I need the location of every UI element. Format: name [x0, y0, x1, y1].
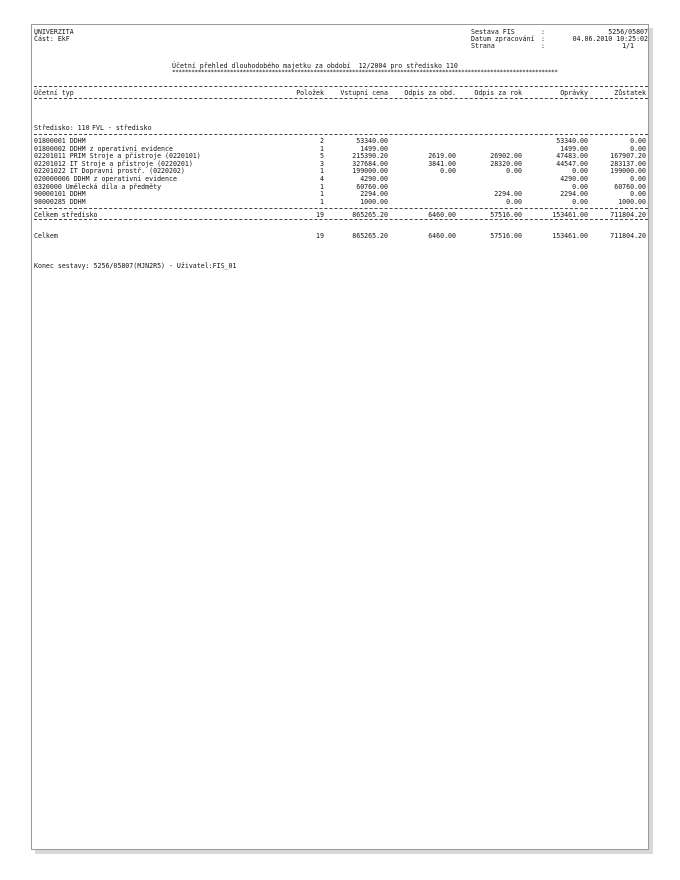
subtotal-balance: 711804.20 [610, 211, 646, 219]
subtotal-account-type: Celkem středisko [34, 211, 98, 219]
cell-accumulated-depreciation: 1499.00 [560, 144, 588, 153]
cell-accumulated-depreciation: 0.00 [572, 167, 588, 176]
cell-accumulated-depreciation: 0.00 [572, 182, 588, 191]
section-rule [34, 134, 648, 135]
column-header-accumulated-depreciation: Oprávky [560, 89, 588, 97]
cell-accumulated-depreciation: 44547.00 [556, 159, 588, 168]
column-header-account-type: Účetní typ [34, 89, 74, 97]
cell-item-count: 1 [320, 197, 324, 206]
total-accumulated-depreciation: 153461.00 [552, 232, 588, 240]
cell-depreciation-year: 28320.00 [490, 159, 522, 168]
cell-account-type: 98000285 DDHM [34, 197, 86, 206]
report-page [31, 24, 649, 850]
org-part: Část: EkF [34, 35, 70, 43]
meta-label-date: Datum zpracování [471, 35, 535, 43]
meta-label-page: Strana [471, 42, 495, 50]
meta-colon-3: : [541, 42, 545, 50]
cell-account-type: 01800001 DDHM [34, 137, 86, 145]
cell-entry-price: 199000.00 [352, 167, 388, 176]
subtotal-rule [34, 208, 648, 209]
subtotal-depreciation-period: 6460.00 [428, 211, 456, 219]
subtotal-depreciation-year: 57516.00 [490, 211, 522, 219]
cell-balance: 283137.00 [610, 159, 646, 168]
total-depreciation-year: 57516.00 [490, 232, 522, 240]
cell-accumulated-depreciation: 53340.00 [556, 137, 588, 145]
cell-item-count: 1 [320, 190, 324, 199]
cell-account-type: 90000101 DDHM [34, 190, 86, 199]
meta-value-page: 1/1 [622, 42, 634, 50]
meta-colon-2: : [541, 35, 545, 43]
cell-item-count: 3 [320, 159, 324, 168]
subtotal-entry-price: 865265.20 [352, 211, 388, 219]
cell-account-type: 02201022 IT Dopravní prostř. (0220202) [34, 167, 185, 176]
total-depreciation-period: 6460.00 [428, 232, 456, 240]
cell-balance: 0.00 [630, 137, 646, 145]
cell-balance: 0.00 [630, 190, 646, 199]
org-name: UNIVERZITA [34, 28, 74, 36]
column-header-item-count: Položek [296, 89, 324, 97]
cell-balance: 167907.20 [610, 152, 646, 161]
report-title: Účetní přehled dlouhodobého majetku za období 12/2004 pro středisko 110 [172, 62, 458, 70]
cell-depreciation-year: 26902.00 [490, 152, 522, 161]
cell-balance: 1000.00 [618, 197, 646, 206]
title-underline: ************************************************************************************************************************ [172, 69, 558, 76]
cell-depreciation-year: 2294.00 [494, 190, 522, 199]
cell-depreciation-period: 2619.00 [428, 152, 456, 161]
cell-entry-price: 4290.00 [360, 175, 388, 183]
cell-item-count: 4 [320, 175, 324, 183]
report-footer: Konec sestavy: 5256/05807(MJN2R5) - Uživatel:FIS_01 [34, 262, 237, 270]
meta-value-date: 04.06.2010 10:25:02 [572, 35, 648, 43]
cell-account-type: 02201012 IT Stroje a přístroje (0220201) [34, 159, 193, 168]
cell-balance: 0.00 [630, 175, 646, 183]
cell-account-type: 0320000 Umělecká díla a předměty [34, 182, 162, 191]
column-header-entry-price: Vstupní cena [340, 89, 388, 97]
meta-label-report: Sestava FIS [471, 28, 515, 36]
cell-depreciation-period: 3841.00 [428, 159, 456, 168]
total-account-type: Celkem [34, 232, 58, 240]
total-balance: 711804.20 [610, 232, 646, 240]
subtotal-accumulated-depreciation: 153461.00 [552, 211, 588, 219]
cell-item-count: 5 [320, 152, 324, 161]
cell-accumulated-depreciation: 4290.00 [560, 175, 588, 183]
total-item-count: 19 [316, 232, 324, 240]
cell-item-count: 1 [320, 182, 324, 191]
cell-accumulated-depreciation: 0.00 [572, 197, 588, 206]
meta-colon-1: : [541, 28, 545, 36]
cell-depreciation-year: 0.00 [506, 167, 522, 176]
cell-entry-price: 1000.00 [360, 197, 388, 206]
cell-item-count: 1 [320, 167, 324, 176]
cell-account-type: 02201011 PRIM Stroje a přístroje (0220101) [34, 152, 201, 161]
cell-depreciation-year: 0.00 [506, 197, 522, 206]
cell-balance: 60760.00 [614, 182, 646, 191]
total-entry-price: 865265.20 [352, 232, 388, 240]
column-header-depreciation-year: Odpis za rok [474, 89, 522, 97]
cell-entry-price: 215390.20 [352, 152, 388, 161]
cell-depreciation-period: 0.00 [440, 167, 456, 176]
cell-entry-price: 327684.00 [352, 159, 388, 168]
cell-balance: 199000.00 [610, 167, 646, 176]
subtotal-item-count: 19 [316, 211, 324, 219]
cell-entry-price: 1499.00 [360, 144, 388, 153]
meta-value-report: 5256/05807 [608, 28, 648, 36]
column-header-balance: Zůstatek [614, 89, 646, 97]
cell-entry-price: 53340.00 [356, 137, 388, 145]
cell-entry-price: 2294.00 [360, 190, 388, 199]
cell-item-count: 2 [320, 137, 324, 145]
section-name: FVL - středisko [92, 124, 152, 132]
section-label: Středisko: 110 [34, 124, 90, 132]
cell-account-type: 020000006 DDHM z operativní evidence [34, 175, 177, 183]
header-rule-top [34, 86, 648, 87]
subtotal-rule-bottom [34, 219, 648, 220]
cell-entry-price: 60760.00 [356, 182, 388, 191]
header-rule-bottom [34, 98, 648, 99]
cell-balance: 0.00 [630, 144, 646, 153]
cell-account-type: 01800002 DDHM z operativní evidence [34, 144, 173, 153]
cell-item-count: 1 [320, 144, 324, 153]
cell-accumulated-depreciation: 2294.00 [560, 190, 588, 199]
column-header-depreciation-period: Odpis za obd. [404, 89, 456, 97]
cell-accumulated-depreciation: 47483.00 [556, 152, 588, 161]
